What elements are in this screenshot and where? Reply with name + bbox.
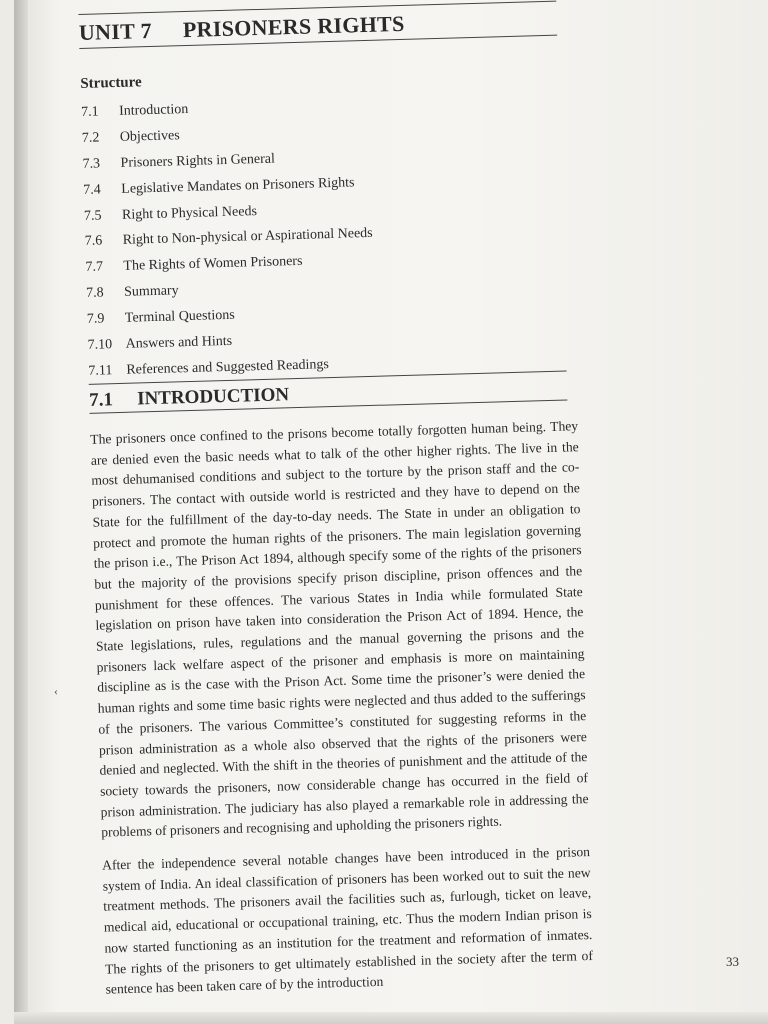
structure-item-label: Prisoners Rights in General — [120, 151, 276, 171]
page-number: 33 — [726, 954, 739, 969]
structure-item-number: 7.5 — [83, 207, 102, 224]
structure-item-number: 7.11 — [88, 363, 113, 379]
body-paragraph: The prisoners once confined to the prisons become totally forgotten human being. They are denied even the basic needs what to talk of the other higher rights. The live in the most dehumanised conditions and subject to the torture by the prison staff and the co-prisoners. The contact with outside world is restricted and they have to depend on the State for the fulfillment of the day-to-day needs. The State in under an obligation to protect and promote the human rights of the prisoners. The main legislation governing the prison i.e., The Prison Act 1894, although specify some of the rights of the prisoners but the majority of the provisions specify prison discipline, prison offences and the punishment for these offences. The various States in India while formulated State legislation on prison have taken into consideration the Prison Act of 1894. Hence, the State legislations, rules, regulations and the manual governing the prisons and the prisoners lack welfare aspect of the prisoner and emphasis is more on maintaining discipline as is the case with the Prison Act. Some time the prisoner’s were denied the human rights and some time basic rights were neglected and thus added to the sufferings of the prisoners. The various Committee’s constituted for suggesting reforms in the prison administration as a whole also observed that the rights of the prisoners were denied and neglected. With the shift in the theories of punishment and the attitude of the society towards the prisoners, now considerable change has occurred in the field of prison administration. The judiciary has also played a remarkable role in addressing the problems of prisoners and recognising and upholding the prisoners rights. — [90, 418, 589, 841]
structure-item-label: Legislative Mandates on Prisoners Rights — [121, 175, 355, 197]
section-number: 7.1 — [88, 389, 114, 411]
page-gutter — [14, 0, 28, 1024]
structure-item-label: Answers and Hints — [125, 333, 233, 352]
section-body — [90, 416, 594, 1012]
page-content — [78, 0, 606, 1000]
margin-mark: ‹ — [54, 684, 58, 698]
structure-item-label: Objectives — [119, 128, 180, 145]
structure-item-number: 7.10 — [87, 337, 113, 353]
structure-heading: Structure — [80, 74, 142, 92]
section-title: INTRODUCTION — [136, 384, 290, 410]
body-paragraph: After the independence several notable changes have been introduced in the prison system of India. An ideal classification of prisoners has been worked out to suit the new treatment methods. The prisoners avail the facilities such as, furlough, ticket on leave, medical aid, educational or occupational training, etc. Thus the modern Indian prison is now started functioning as an institution for the treatment and reformation of inmates. The rights of the prisoners to get ultimately established in the society after the term of sentence has been taken care of by the introduction — [101, 844, 594, 997]
structure-item-number: 7.2 — [81, 130, 100, 146]
structure-item-number: 7.8 — [85, 285, 104, 302]
structure-item-label: Right to Physical Needs — [121, 203, 258, 223]
structure-item-label: Terminal Questions — [124, 307, 235, 326]
structure-list — [81, 96, 377, 389]
unit-number: UNIT 7 — [78, 17, 153, 45]
page-bottom-edge — [14, 1012, 768, 1024]
structure-item-number: 7.9 — [86, 311, 105, 327]
structure-item-label: Summary — [123, 283, 179, 301]
structure-item-number: 7.6 — [84, 233, 103, 250]
structure-item-label: Right to Non-physical or Aspirational Needs — [122, 226, 373, 249]
structure-item-number: 7.7 — [85, 259, 104, 276]
structure-item-label: References and Suggested Readings — [126, 357, 330, 378]
book-page — [14, 0, 768, 1024]
structure-item-number: 7.4 — [83, 182, 102, 198]
structure-item-label: Introduction — [118, 101, 189, 119]
unit-title: PRISONERS RIGHTS — [182, 10, 405, 43]
structure-item-number: 7.3 — [82, 156, 101, 172]
structure-item-number: 7.1 — [80, 104, 99, 120]
structure-item-label: The Rights of Women Prisoners — [123, 254, 303, 275]
